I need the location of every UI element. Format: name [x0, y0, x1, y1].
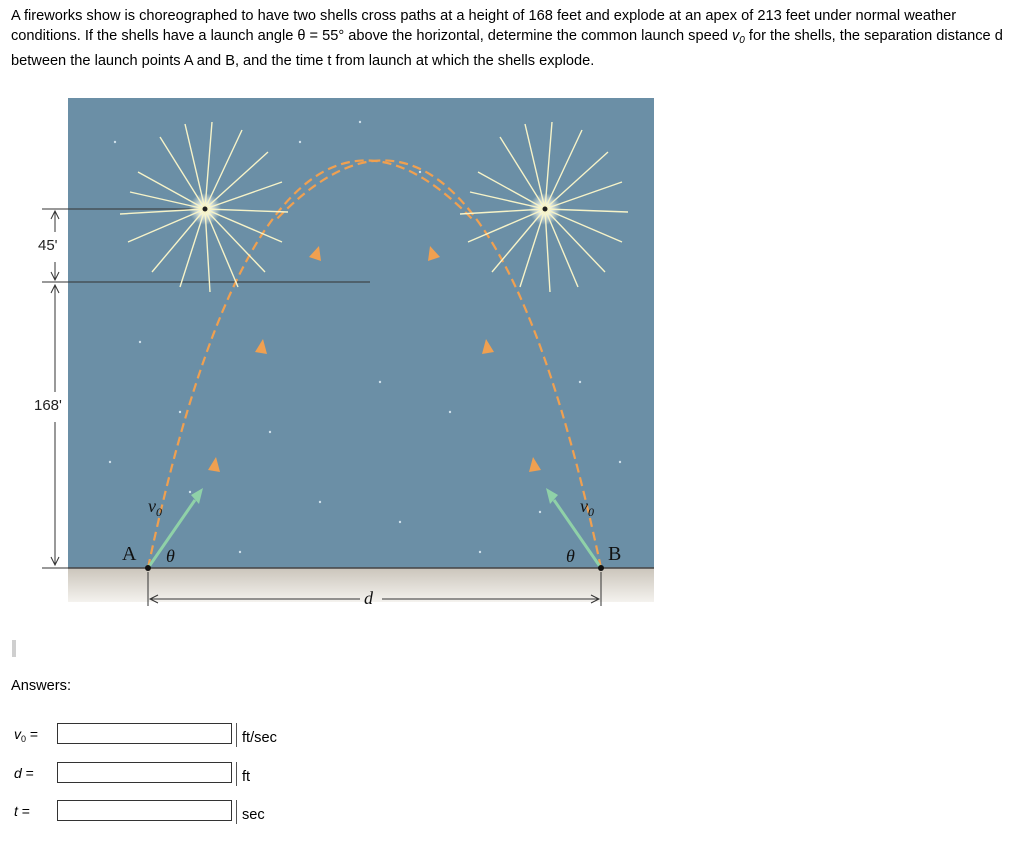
- answer-row-v0: [0, 723, 320, 749]
- d-answer-input[interactable]: [57, 762, 232, 783]
- d-answer-label: d =: [14, 765, 34, 781]
- v0-label-A: $v_0$: [148, 496, 162, 519]
- launch-point-A: [145, 565, 151, 571]
- theta-label-B: θ: [566, 546, 575, 566]
- problem-text-part1: A fireworks show is choreographed to have two shells cross paths at a height of 168 feet and explode at an apex of 213 feet under normal weather conditions. If the shells have a launch angle θ = 55° above the horizontal, determine the common launch speed: [11, 8, 957, 44]
- d-unit: ft: [236, 762, 250, 786]
- theta-label-A: θ: [166, 546, 175, 566]
- t-answer-input[interactable]: [57, 800, 232, 821]
- v0-answer-label: $v_0$ =: [14, 726, 39, 744]
- dim-168-label: 168': [34, 397, 62, 414]
- ground: [68, 568, 654, 602]
- t-answer-label: t =: [14, 803, 30, 819]
- answers-heading: Answers:: [11, 678, 72, 694]
- v0-symbol: $v_0$: [732, 28, 745, 46]
- v0-unit: ft/sec: [236, 723, 277, 747]
- fireworks-figure: [20, 82, 670, 642]
- problem-text-part2: for the shells, the separation distance d between the launch points A and B, and the time t from launch at which the shells explode.: [11, 28, 1003, 69]
- label-B: B: [608, 543, 622, 565]
- dim-45-label: 45': [38, 237, 58, 254]
- label-d: d: [364, 588, 373, 608]
- answer-row-t: [0, 800, 320, 826]
- answer-row-d: [0, 762, 320, 788]
- problem-statement: [11, 6, 1011, 71]
- left-margin-bar: [12, 640, 16, 657]
- label-A: A: [122, 543, 137, 565]
- launch-point-B: [598, 565, 604, 571]
- v0-label-B: $v_0$: [580, 496, 594, 519]
- t-unit: sec: [236, 800, 265, 824]
- v0-answer-input[interactable]: [57, 723, 232, 744]
